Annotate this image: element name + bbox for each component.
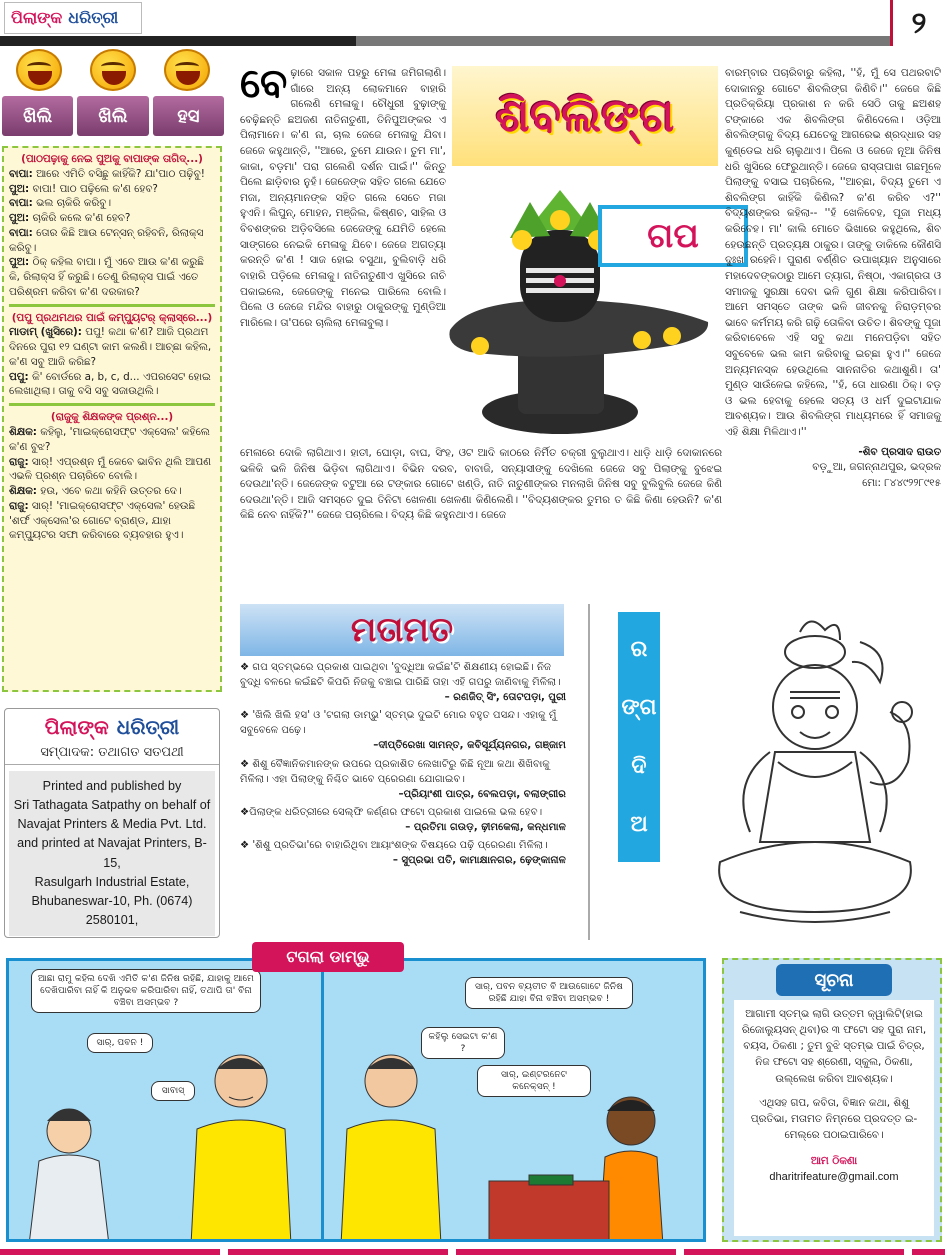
joke-line — [9, 499, 215, 543]
imprint-line: Sri Tathagata Satpathy on behalf of — [13, 798, 211, 813]
joke-speaker: ଶିକ୍ଷକ: — [9, 426, 37, 439]
story-author: -ଶିବ ପ୍ରସାଦ ରାଉତ — [858, 445, 941, 458]
joke-separator — [9, 304, 215, 307]
story-author-address: ବଡ଼ୁଆ, ଜଗନ୍ନାଥପୁର, ଭଦ୍ରକ — [812, 461, 941, 474]
notice-title-box — [776, 964, 892, 996]
joke-speaker: ପପୁ: — [9, 370, 29, 383]
hair-bun-outline — [785, 636, 845, 668]
teacher-figure-panel1 — [191, 1055, 291, 1242]
joke-text: ଆରେ ଏମିତି ବସିଛୁ କାହିଁକି? ଯା'ପାଠ ପଢ଼ିବୁ! — [32, 167, 205, 180]
laughing-smileys — [2, 46, 224, 94]
imprint-logo-part2: ଧରିତ୍ରୀ — [116, 715, 180, 739]
story-text-col1: ଢ଼ାରେ ସକାଳ ପହରୁ ମେଳା ଜମିଗଲାଣି। ଗାଁରେ ଅନ୍ୟ ଲୋକମାନେ ବାହାରି ଗଲେଣି ମେଳାକୁ। ଚୌଧୁରୀ ବୁଢ଼ାଙ୍କୁ ବେଢ଼ିଛନ୍ତି ଛଅଜଣ ନାତିନାତୁଣୀ, ତିନିପୁଅଙ୍କର ଏ ପିଲାମାନେ। କ'ଣ ନା, ଚାଲ ଜେଜେ ମେଳାକୁ ଯିବା। ଜେଜେ କହୁଥାନ୍ତି, ''ଆରେ, ତୁମେ ଯାଉନ। ତୁମ ମା', କାକା, ବଡ଼ମା' ପରା ଗଲେଣି ଦର୍ଶନ ପାଇଁ।'' କିନ୍ତୁ ପିଲେ ଛାଡ଼ିବାର ନୁହଁ। ଜେଜେଙ୍କ ସହିତ ଗଲେ ଯେତେ ମଜା, ଅନ୍ୟମାନଙ୍କ ସହିତ ଗଲେ ସେତେ ମଜା ହୁଏନି। ଲିପୁନ୍, ମୋହନ, ମଞ୍ଜିଲ, କିଷ୍ଣଚ, ସାହିଲ ଓ ବିବଶଙ୍କର ଅଡ଼ିବସିଲେ ଜେଜେଙ୍କୁ ଯେମିତି ହେଲେ ସାଙ୍ଗରେ ନେଇକି ମେଳାକୁ ଯିବେ। ଜେଜେ ଅଗତ୍ୟା କରନ୍ତି କ'ଣ ! ସାଜ ହୋଇ ବସୁଥା, ବୁଲିବାଡ଼ି ଧରି ବାହାରି ପଡ଼ିଲେ ମେଳାକୁ। ନାତିନାତୁଣୀଏ ଖୁସିରେ ନାଚି ପକାଇଲେ, ଜେଜେଙ୍କୁ ମନେଇ ପାରିଲେ ବୋଲି। ପିଲେ ଓ ଜେଜେ ମନ୍ଦିର ବାହାରୁ ଠାକୁରଙ୍କୁ ମୁଣ୍ଡିଆ ମାରିଲେ। ତା'ପରେ ଚାଲିଲା ମେଳାବୁଲା। — [240, 67, 446, 329]
comic-title: ଟଗଲା ଡାମ୍ଭୁ — [286, 947, 370, 966]
imprint-logo — [5, 715, 219, 739]
speech-bubble-teacher-ask: କହିଲୁ ସେଇଟା କ'ଣ ? — [421, 1027, 505, 1059]
marigold-flower — [663, 327, 681, 345]
laughing-face-icon — [16, 49, 62, 91]
joke-heading: (ପାଠପଢ଼ାକୁ ନେଇ ପୁଅକୁ ବାପାଙ୍କ ତାଗିଦ୍‌...) — [21, 153, 203, 165]
speech-bubble-student-final: ସାର୍, ଇଣ୍ଟରନେଟ କନେକ୍‌ସନ୍ ! — [477, 1065, 591, 1097]
book-on-desk — [529, 1175, 573, 1185]
opinion-text: ❖ପିଲାଙ୍କ ଧରିତ୍ରୀରେ ସେଲ୍‌ଫି କର୍ଣ୍ଣର ଫଟୋ ପ୍ରକାଶ ପାଇଲେ ଭଲ ହେବ। — [240, 806, 543, 818]
coloring-label-char: ଦି — [631, 753, 647, 779]
laughing-face-icon — [90, 49, 136, 91]
imprint-logo-part1: ପିଲାଙ୍କ — [44, 715, 109, 739]
joke-speaker: ବାପା: — [9, 167, 33, 180]
opinion-text: ❖ ଶିଶୁ ବୈଜ୍ଞାନିକମାନଙ୍କ ଉପରେ ପ୍ରକାଶିତ ଲେଖାଟିରୁ କିଛି ନୂଆ କଥା ଶିଖିବାକୁ ମିଳିଲା। ଏହା ପିଲାଙ୍କୁ ନିଶ୍ଚିତ ଭାବେ ପ୍ରେରଣା ଯୋଗାଇବ। — [240, 758, 550, 785]
notice-title: ସୂଚନା — [814, 969, 854, 991]
desk — [489, 1181, 609, 1242]
humor-title-word: ଖିଲି — [77, 96, 148, 136]
joke-text: ସାର୍! 'ମାଇକ୍ରୋସଫ୍ଟ ଏକ୍ସେଲ' ହେଉଛି 'ଶର୍ଫ ଏକ୍ସେଲ'ର ଗୋଟେ ବ୍ରାଣ୍ଡ, ଯାହା କମ୍ପ୍ୟୁଟର ସଫା କରିବାରେ ବ୍ୟବହାର ହୁଏ। — [9, 499, 196, 542]
eye-outline — [792, 706, 804, 718]
coloring-label-char: ଙ୍ଗ — [621, 695, 657, 721]
opinions-title: ମତାମତ — [350, 610, 454, 650]
notice-body — [734, 1000, 934, 1236]
joke-line — [9, 484, 215, 499]
speech-bubble-student-answer: ସାର୍, ପବନ ! — [87, 1033, 153, 1053]
logo-text-part2: ଧରିତ୍ରୀ — [68, 8, 119, 27]
marigold-flower — [550, 210, 570, 230]
top-rule — [0, 36, 890, 46]
opinions-list — [240, 660, 566, 871]
coloring-label-char: ଅ — [630, 812, 648, 838]
joke-line — [9, 211, 215, 226]
imprint-box — [4, 708, 220, 938]
comic-title-box — [252, 942, 404, 972]
humor-title-word: ହସ — [153, 96, 224, 136]
joke-heading: (ପପୁ ପ୍ରଥମଥର ପାଇଁ କମ୍ପ୍ୟୁଟର୍ କ୍ଲାସ୍‌ରେ...) — [11, 311, 213, 324]
joke-text: ହଉ, ଏବେ କଥା କହିନି ଉତ୍ତର ଦେ। — [36, 485, 182, 498]
imprint-editor: ସମ୍ପାଦକ: ତଥାଗତ ସତପଥୀ — [5, 745, 219, 765]
page-number: ୨ — [890, 0, 945, 46]
story-headline: ଶିବଲିଙ୍ଗ — [495, 88, 675, 142]
joke-text: କହିଲୁ, 'ମାଇକ୍ରୋସଫ୍ଟ ଏକ୍ସେଲ' କହିଲେ କ'ଣ ବୁଝ? — [9, 426, 210, 453]
joke-text: ଠିକ୍ କହିଲ ବାପା। ମୁଁ ଏବେ ଆଉ କ'ଣ କରୁଛି କି, ରିଲାକ୍ସ ହିଁ କରୁଛି। ତେଣୁ ରିଲାକ୍ସ ପାଇଁ ଏତେ ପରିଶ୍ରମ କରିବା କ'ଣ ଦରକାର? — [9, 256, 204, 298]
joke-separator — [9, 403, 215, 406]
rudraksha-garland-outline — [778, 762, 852, 777]
notice-box — [722, 958, 942, 1242]
joke-speaker: ଶିକ୍ଷକ: — [9, 485, 37, 498]
joke-text: ପପୁ! କଥା କ'ଣ? ଆଜି ପ୍ରଥମ ଦିନରେ ପୁରା ୧୨ ଘଣ୍ଟା କାମ କଲଣି। ଆଚ୍ଛା କହିଲ, କ'ଣ ସବୁ ଆଜି କରିଛ? — [9, 326, 212, 368]
shivling-illustration — [410, 150, 720, 450]
opinion-signature: –ପ୍ରିୟାଂଶୀ ପାତ୍ର, ବେଲପଡ଼ା, ବଲାଙ୍ଗୀର — [398, 788, 566, 800]
tripundra-mark — [526, 288, 594, 293]
joke-line — [9, 226, 215, 256]
joke-speaker: ପୁଅ: — [9, 256, 30, 269]
joke-line — [9, 425, 215, 455]
student-figure-panel1 — [29, 1109, 109, 1242]
joke-text: ସାର୍! ଏପ୍ରଶ୍ନ ମୁଁ କେବେ ଭାବିନ ଥିଲି ଆପଣ ଏଭଳି ପ୍ରଶ୍ନ ପଚାରିବେ ବୋଲି। — [9, 455, 211, 483]
opinion-text: ❖ 'ଶିଶୁ ପ୍ରତିଭା'ରେ ବାହାରିଥିବା ଆୟାଂଶଙ୍କ ବିଷୟରେ ପଢ଼ି ପ୍ରେରଣା ମିଳିଲା। — [240, 840, 548, 852]
coloring-label-bar — [618, 612, 660, 862]
notice-text: ଆଗାମୀ ସ୍ତମ୍ଭ ଲାଗି ଉତ୍ତମ କ୍ୱାଲିଟି(ହାଇ ରିଜୋଲ୍ୟୁସନ୍ ଥିବା)ର ୩ ଫଟୋ ସହ ପୁରା ନାମ, ବୟସ, ଠିକଣା ; ତୁମ ବୁଝି ସ୍ତମ୍ଭ ପାଇଁ ଚିତ୍ର, ନିଜ ଫଟୋ ସହ ଶ୍ରେଣୀ, ସ୍କୁଲ, ଠିକଣା, ଉଲ୍ଲେଖ କରିବା ଆବଶ୍ୟକ। — [741, 1008, 927, 1085]
humor-title-word: ଖିଲି — [2, 96, 73, 136]
jokes-box — [2, 146, 222, 692]
imprint-text — [9, 771, 215, 936]
joke-text: ତୋର କିଛି ଆଉ ଟେନ୍‌ସନ୍ ରହିବନି, ରିଲାକ୍ସ କରିବୁ। — [9, 226, 204, 254]
masthead-logo — [4, 2, 142, 34]
face-outline — [773, 665, 857, 749]
comic-strip — [6, 958, 706, 1242]
notice-text-2: ଏଥିସହ ଗପ, କବିତା, ବିଜ୍ଞାନ କଥା, ଶିଶୁ ପ୍ରତିଭା, ମତାମତ ନିମ୍ନରେ ପ୍ରଦତ୍ତ ଇ-ମେଲ୍‌ରେ ପଠାଇପାରିବେ। — [750, 1096, 918, 1141]
joke-line — [9, 182, 215, 197]
opinion-signature: – ରଣଜିତ୍ ସିଂ, ତୋଟପଡ଼ା, ପୁରୀ — [444, 692, 566, 704]
notice-email-link[interactable]: dharitrifeature@gmail.com — [769, 1171, 899, 1184]
story-column-2 — [725, 66, 941, 586]
joke-speaker: ରାଜୁ: — [9, 455, 29, 468]
torso-outline — [760, 752, 870, 842]
joke-speaker: ବାପା: — [9, 197, 33, 210]
joke-text: କି' ବୋର୍ଡରେ a, b, c, d... ଏପରସେଟ ହୋଇ ଲେଖାଥିଲା। ତାକୁ ବସି ସବୁ ସଜାଉଥିଲି। — [9, 370, 211, 398]
speech-bubble-teacher-praise: ସାବାସ୍ — [151, 1081, 195, 1101]
humor-title — [2, 96, 224, 136]
coloring-label-char: ର — [630, 636, 648, 662]
opinion-signature: – ସୁପ୍ରଭା ପତି, କାମାକ୍ଷାନଗର, ଢ଼େଙ୍କାନାଳ — [392, 855, 566, 867]
column-divider — [588, 604, 590, 940]
joke-speaker: ରାଜୁ: — [9, 499, 29, 512]
arms-outline — [743, 752, 886, 832]
marigold-flower — [633, 331, 651, 349]
joke-heading: (ରାଜୁକୁ ଶିକ୍ଷକଙ୍କ ପ୍ରଶ୍ନ...) — [50, 411, 174, 424]
comic-artwork — [9, 961, 706, 1242]
story-label: ଗପ — [647, 216, 699, 256]
speech-bubble-student-second: ସାର୍, ପବନ ବ୍ୟତୀତ ବି ଆଉଗୋଟେ ଜିନିଷ ରହିଛି ଯାହା ବିନା ବଞ୍ଚିବା ଅସମ୍ଭବ ! — [465, 977, 633, 1009]
joke-text: ଚାକିରି କଲେ କ'ଣ ହେବ? — [29, 212, 131, 225]
joke-line — [9, 255, 215, 299]
joke-line — [9, 196, 215, 211]
story-bottom-text: ମେଳାରେ ଦୋକି ଲାଗିଥାଏ। ହାତୀ, ଘୋଡ଼ା, ବାଘ, ସିଂହ, ଓଟ ଆଦି କାଠରେ ନିର୍ମିତ ଚକ୍ରୀ ବୁଲୁଥାଏ। ଧାଡ଼ି ଧାଡ଼ି ଦୋକାନରେ ଭଳିକି ଭଳି ଜିନିଷ ଭିଡ଼ିବା ଲାଗିଥାଏ। ବିଭିନ ଦରବ, ବାବାଜି, ସନ୍ୟାସୀଙ୍କୁ ଦେଖିଲେ ଜେଜେ ସବୁ ପିଲାଙ୍କୁ ବୁଝେଇ ଦେଉଥା'ନ୍ତି। ଜେଜେଙ୍କ ବଟୁଆ ରେ ଟଙ୍କାର ଗୋଟେ ଖଣ୍ଡି, ନାତି ନାତୁଣୀଙ୍କର ମନଲାଖି ଜିନିଷ ସବୁ ବୁଲିବୁଲି ଜେଜେ କିଣି ଦେଉଥା'ନ୍ତି। ଆଜି ସମସ୍ତେ ଦୁଇ ତିନିଟା ଖେଳଣା ଖେଳଣା କିଣିଲେଣି। ''ବିଦ୍ୟଶଙ୍କର ତୁମର ତ କିଛି କିଣା ହେଉନି? କ'ଣ କିଛି ନେବ ନାହିଁକି?'' ଜେଜେ ପଚାରିଲେ। ବିଦ୍ୟ କିଛି କହୁନଥାଏ। ଜେଜେ — [240, 447, 722, 522]
joke-text: ବାପା! ପାଠ ପଢ଼ିଲେ କ'ଣ ହେବ? — [29, 182, 158, 195]
opinion-signature: – ପ୍ରତିମା ଗଉଡ଼, ଢ଼ୀମକେଲା, କନ୍ଧମାଳ — [405, 821, 566, 833]
opinion-signature: –ଦୀପ୍ତିରେଖା ସାମନ୍ତ, କବିସୂର୍ଯ୍ୟନଗର, ଗଞ୍ଜାମ — [373, 740, 566, 752]
imprint-line: Rasulgarh Industrial Estate, — [34, 874, 190, 889]
imprint-line: Navajat Printers & Media Pvt. Ltd. — [17, 817, 207, 832]
opinions-title-box — [240, 604, 564, 656]
joke-speaker: ବାପା: — [9, 226, 33, 239]
smile-outline — [800, 732, 830, 738]
joke-text: ଭଲ ଚାକିରି କରିବୁ। — [32, 197, 112, 210]
joke-line — [9, 370, 215, 400]
seat-outline — [740, 912, 890, 922]
marigold-flower — [471, 337, 489, 355]
laughing-face-icon — [164, 49, 210, 91]
eye-outline — [826, 706, 838, 718]
joke-line — [9, 167, 215, 182]
bottom-rule — [0, 1249, 945, 1255]
story-text-col2: ବାରମ୍ବାର ପଚାରିବାରୁ କହିଲା, ''ହଁ, ମୁଁ ସେ ପଥରବାଟି ଦୋକାନରୁ ଗୋଟେ ଶିବଲିଙ୍ଗ କିଣିବି।'' ଜେଜେ କିଛି ପ୍ରତିକ୍ରିୟା ପ୍ରକାଶ ନ କରି ସେଠି ତାକୁ ଛଅଶହ ଟଙ୍କାରେ ଏକ ଶିବଲିଙ୍ଗ କିଣିଦେଲେ। ଓଡ଼ିଆ ଶିବଲିଙ୍ଗକୁ ବିଦ୍ୟ ଯେତେକୁ ଆଗରେଭ ଶ୍ରଦ୍ଧାର ସହ କୁଣ୍ଡେଇ ଧରି ଚାଲୁଥାଏ। ପିଲେ ଓ ଜେଜେ ନୂଆ ଜିନିଷ ଧରି ଖୁସିରେ ଫେରୁଥାନ୍ତି। ଜେଜେ ରାସ୍ତାପାଖ ଗଛମୂଳେ ପିଲାଙ୍କୁ ବସାଇ ପଚାରିଲେ, ''ଆଚ୍ଛା, ବିଦ୍ୟ ତୁମେ ଏ ଶିବଲିଙ୍ଗ କାହିଁକି କିଣିଲ? କ'ଣ କରିବ ଏ?'' ବିଦ୍ୟଶଙ୍କର କହିଲା-- ''ହଁ ଖେଳିବେହ, ପୂଜା ମଧ୍ୟ କରିବେହ। ମା' କାଲି ମୋତେ ଭିଖାରେ କହୁଥିଲେ, ଶିବ ହେଉଛନ୍ତି ପ୍ରତ୍ୟକ୍ଷ ଠାକୁର। ତାଙ୍କୁ ଡାକିଲେ କୌଣସି ଦୁଃଖ ରହେନି। ପୁରାଣ ବର୍ଣ୍ଣିତ ଉପାଖ୍ୟାନ ଅନୁସାରେ ମହାଦେବଙ୍କଠାରୁ ଆମେ ତ୍ୟାଗ, ନିଷ୍ଠା, ଏକାଗ୍ରତା ଓ ସମାଜକୁ ସୁରକ୍ଷା ଦେବା ଭଳି ଗୁଣ ଶିକ୍ଷା କରିପାରିବା। ଆମେ ସମସ୍ତେ ତାଙ୍କ ଭଳି ଜୀବନକୁ ନିରାଡ଼ମ୍ବର ଭାବେ କର୍ମମୟ କରି ଗଢ଼ି ତୋଳିବା ଉଚିତ। ଶିବଙ୍କୁ ପୂଜା କରିବାବେଳେ ଏହି ସବୁ କଥା ମନେପଡ଼ିବା ସହିତ ସବୁବେଳେ ଭଲ କାମ କରିବାକୁ ଇଚ୍ଛା ହୁଏ।'' ଜେଜେ ଅନ୍ୟମନସ୍କ ହେଉଥିଲେ ସାନନାତିର କଥାଶୁଣି। ତା' ମୁଣ୍ଡ ସାଉଁଳେଇ କହିଲେ, ''ହଁ, ତୋ ଧାରଣା ଠିକ୍। ବଡ଼ ଓ ଭଲ ହେବାକୁ ହେଲେ ସତ୍ୟ ଓ ଧର୍ମ ଦୁଇଟାଯାକ ଆବଶ୍ୟକ। ଆଉ ଶିବଲିଙ୍ଗ ମାଧ୍ୟମରେ ହିଁ ସମାଜକୁ ଏହି ଶିକ୍ଷା ମିଳିଥାଏ।'' — [725, 67, 941, 439]
joke-line — [9, 325, 215, 369]
marigold-flower — [512, 230, 532, 250]
tripundra-mark — [526, 268, 594, 273]
imprint-line: Bhubaneswar-10, Ph. (0674) 2580101, — [31, 893, 193, 927]
crossed-legs-outline — [719, 842, 911, 912]
tilak-dot — [554, 275, 566, 287]
notice-address-label: ଆମ ଠିକଣା — [810, 1155, 858, 1167]
joke-speaker: ପୁଅ: — [9, 212, 30, 225]
shiva-coloring-outline — [690, 612, 940, 934]
teacher-figure-panel2 — [341, 1055, 441, 1242]
logo-text-part1: ପିଲାଙ୍କ — [11, 8, 63, 27]
forehead-marks-outline — [790, 692, 840, 698]
imprint-line: and printed at Navajat Printers, B-15, — [17, 836, 207, 870]
joke-speaker: ପୁଅ: — [9, 182, 30, 195]
story-author-phone: ମୋ: ୮୪୪୯୨୨୮୯୧୫ — [862, 476, 941, 489]
crescent-moon-outline — [852, 642, 883, 682]
joke-line — [9, 455, 215, 485]
story-drop-cap: ବେ — [240, 61, 288, 107]
opinion-text: ❖ ଗପ ସ୍ତମ୍ଭରେ ପ୍ରକାଶ ପାଇଥିବା 'ବୁଦ୍ଧିଆ କଇଁଛ'ଟି ଶିକ୍ଷଣୀୟ ହୋଇଛି। ନିଜ ବୁଦ୍ଧି ବଳରେ କଇଁଛଟି କିପରି ନିଜକୁ ବଞ୍ଚାଇ ପାରିଛି ତାହା ଏହି ଗପରୁ ଜାଣିବାକୁ ମିଳିଲା। — [240, 662, 561, 689]
speech-bubble-teacher-question: ଆଛା ରାମୁ କହିଲ ଦେଖି ଏମିତି କ'ଣ ଜିନିଷ ରହିଛି, ଯାହାକୁ ଆମେ ଦେଖିପାରିବା ନାହିଁ କି ଅନୁଭବ କରିପାରିବା ନାହିଁ, ତଥାପି ତା' ବିନା ବଞ୍ଚିବା ଅସମ୍ଭବ ? — [31, 969, 261, 1013]
opinion-text: ❖ 'ଖିଲି ଖିଲି ହସ' ଓ 'ଟଗଲା ଡାମ୍ଭୁ' ସ୍ତମ୍ଭ ଦୁଇଟି ମୋର ବହୁତ ପସନ୍ଦ। ଏହାକୁ ମୁଁ ସବୁବେଳେ ପଢ଼େ। — [240, 710, 557, 737]
joke-speaker: ମାଡାମ୍ (ଖୁସିରେ): — [9, 326, 82, 339]
masthead — [0, 0, 945, 52]
imprint-line: Printed and published by — [42, 779, 182, 793]
opinions-section — [240, 604, 568, 940]
